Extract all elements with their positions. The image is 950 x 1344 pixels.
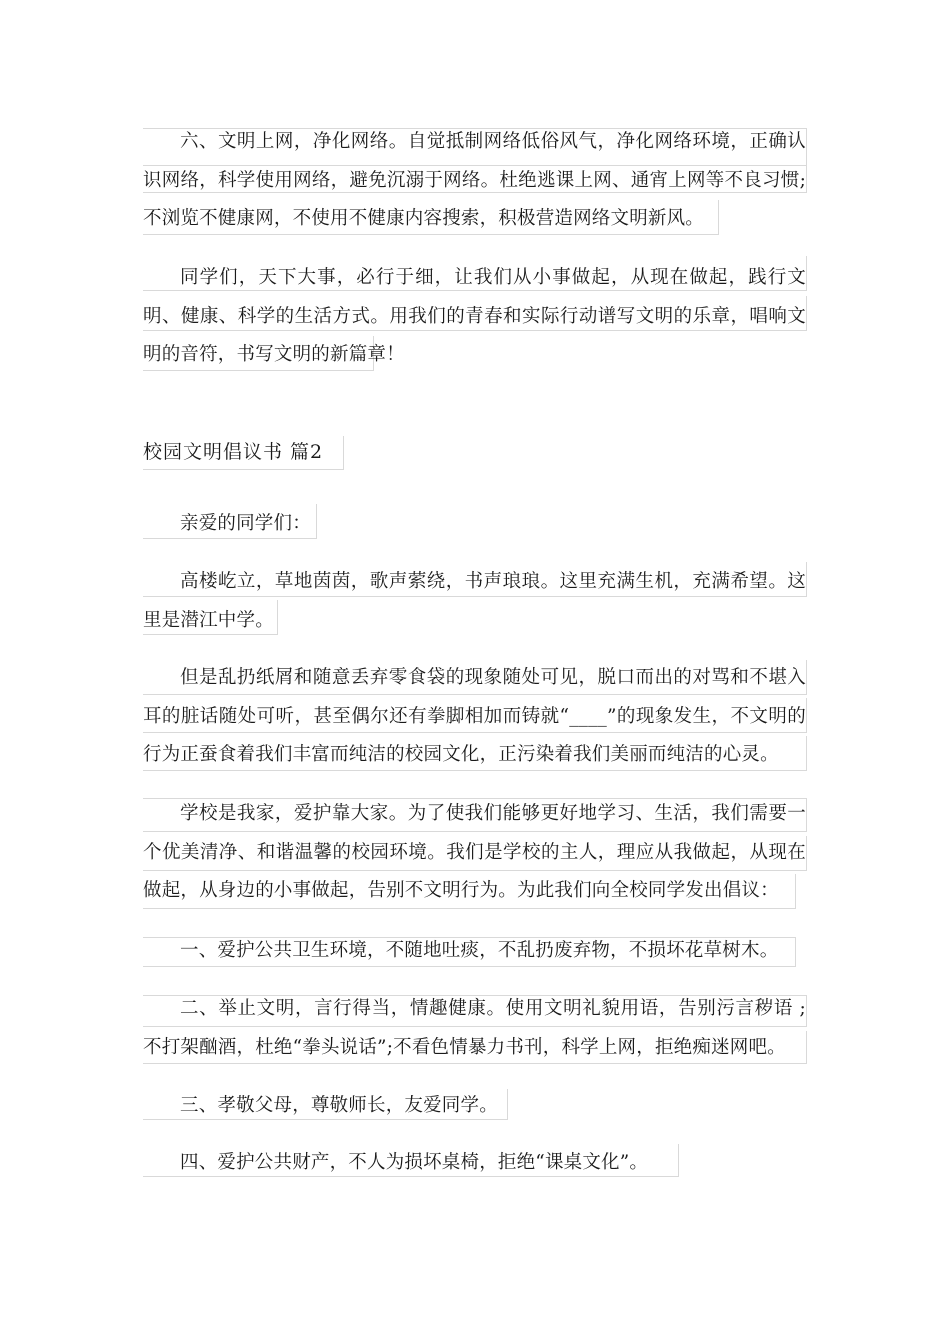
proposal-item-2: 二、举止文明，言行得当，情趣健康。使用文明礼貌用语，告别污言秽语 ;不打架酗酒，杜绝“拳头说话”;不看色情暴力书刊，科学上网，拒绝痴迷网吧。 xyxy=(143,998,806,1058)
paragraph-intro: 高楼屹立，草地茵茵，歌声萦绕，书声琅琅。这里充满生机，充满希望。这里是潜江中学。 xyxy=(143,571,806,631)
greeting: 亲爱的同学们： xyxy=(180,513,311,534)
paragraph-closing: 同学们，天下大事，必行于细，让我们从小事做起，从现在做起，践行文明、健康、科学的生活方式。用我们的青春和实际行动谱写文明的乐章，唱响文明的音符，书写文明的新篇章！ xyxy=(143,267,806,366)
section-heading: 校园文明倡议书 篇2 xyxy=(143,441,324,463)
proposal-item-4: 四、爱护公共财产，不人为损坏桌椅，拒绝“课桌文化”。 xyxy=(180,1152,649,1173)
paragraph-problems: 但是乱扔纸屑和随意丢弃零食袋的现象随处可见，脱口而出的对骂和不堪入耳的脏话随处可听，甚至偶尔还有拳脚相加而铸就“____”的现象发生，不文明的行为正蚕食着我们丰富而纯洁的校园文化，正污染着我们美丽而纯洁的心灵。 xyxy=(143,667,806,766)
paragraph-appeal: 学校是我家，爱护靠大家。为了使我们能够更好地学习、生活，我们需要一个优美清净、和谐温馨的校园环境。我们是学校的主人，理应从我做起，从现在做起，从身边的小事做起，告别不文明行为。为此我们向全校同学发出倡议： xyxy=(143,803,806,902)
proposal-item-3: 三、孝敬父母，尊敬师长，友爱同学。 xyxy=(180,1095,498,1116)
paragraph-item-six: 六、文明上网，净化网络。自觉抵制网络低俗风气，净化网络环境，正确认识网络，科学使用网络，避免沉溺于网络。杜绝逃课上网、通宵上网等不良习惯;不浏览不健康网，不使用不健康内容搜索，积极营造网络文明新风。 xyxy=(143,131,806,230)
proposal-item-1: 一、爱护公共卫生环境，不随地吐痰，不乱扔废弃物，不损坏花草树木。 xyxy=(180,940,779,961)
